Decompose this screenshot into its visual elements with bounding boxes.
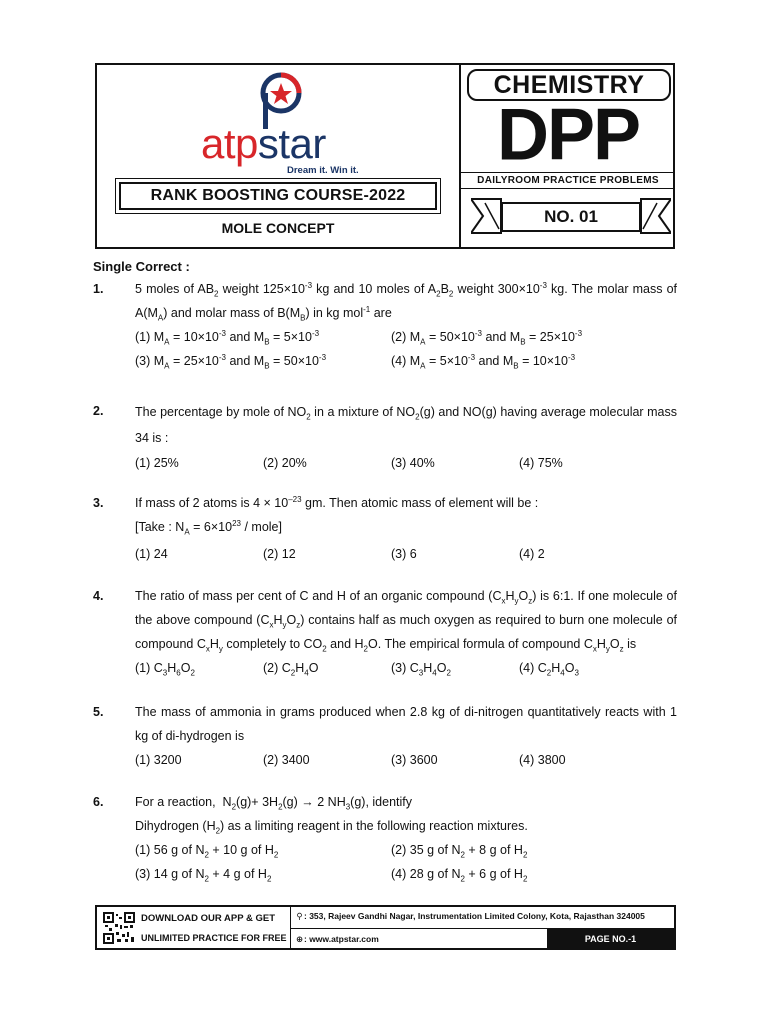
unlimited-practice-text: UNLIMITED PRACTICE FOR FREE xyxy=(141,933,287,943)
question-number: 4. xyxy=(93,589,104,603)
page-number: PAGE NO.-1 xyxy=(547,929,674,948)
brand-name: atpstar xyxy=(201,120,326,167)
question-list xyxy=(93,255,693,886)
question-1 xyxy=(93,277,693,373)
question-3 xyxy=(93,491,693,566)
dpp-number: NO. 01 xyxy=(501,202,641,232)
option: (3) 3600 xyxy=(391,753,438,767)
question-6 xyxy=(93,790,693,886)
option: (1) 56 g of $N_2 + 10$ g of $H_2$ xyxy=(135,843,279,860)
location-pin-icon: ⚲ xyxy=(296,911,303,921)
question-4 xyxy=(93,584,693,680)
course-title: RANK BOOSTING COURSE-2022 xyxy=(119,182,437,210)
option: (2) $M_A = 50\times 10^{-3}$ and $M_B = 25\times 10^{-3}$ xyxy=(391,328,583,347)
question-text: The mass of ammonia in grams produced when 2.8 kg of di-nitrogen quantitatively reacts with 1 kg of di-hydrogen is xyxy=(135,705,677,743)
option: (3) $M_A = 25\times 10^{-3}$ and $M_B = 50\times 10^{-3}$ xyxy=(135,352,327,371)
question-number: 2. xyxy=(93,404,104,418)
download-app-text: DOWNLOAD OUR APP & GET xyxy=(141,913,276,924)
question-text: The ratio of mass per cent of C and H of an organic compound $(C_xH_yO_z)$ is 6:1. If one molecule of the above compound $(C_xH_yO_z)$ contains half as much oxygen as required to burn one molecule of compound $C_xH_y$ completely to $CO_2$ and $H_2O$. The empirical formula of compound $C_xH_yO_z$ is xyxy=(135,589,678,654)
option: (4) $C_2H_4O_3$ xyxy=(519,661,579,678)
question-2 xyxy=(93,399,693,475)
website[interactable]: ⊕: www.atpstar.com xyxy=(295,934,379,944)
options xyxy=(135,748,677,772)
options xyxy=(135,542,677,566)
option: (2) 12 xyxy=(263,547,296,561)
question-text: For a reaction, $N_2(g)+ 3H_2(g) \to 2$ $NH_3(g)$, identify Dihydrogen $(H_2)$ as a limiting reagent in the following reaction mixtures. xyxy=(135,795,528,836)
tagline: Dream it. Win it. xyxy=(287,165,359,176)
options xyxy=(135,325,677,373)
option: (1) 24 xyxy=(135,547,168,561)
section-title: Single Correct : xyxy=(93,259,190,274)
option: (3) 40% xyxy=(391,456,435,470)
option: (1) $M_A = 10\times 10^{-3}$ and $M_B = 5\times 10^{-3}$ xyxy=(135,328,320,347)
option: (4) 3800 xyxy=(519,753,566,767)
question-number: 1. xyxy=(93,282,104,296)
options xyxy=(135,656,677,680)
dpp-header xyxy=(95,63,675,249)
option: (1) $C_3H_6O_2$ xyxy=(135,661,195,678)
question-text: The percentage by mole of $NO_2$ in a mixture of $NO_2(g)$ and NO(g) having average molecular mass 34 is : xyxy=(135,405,677,445)
option: (1) 3200 xyxy=(135,753,182,767)
address: ⚲: 353, Rajeev Gandhi Nagar, Instrumentation Limited Colony, Kota, Rajasthan 324005 xyxy=(296,911,645,921)
option: (3) $C_3H_4O_2$ xyxy=(391,661,451,678)
question-number: 6. xyxy=(93,795,104,809)
question-text: 5 moles of $AB_2$ weight $125\times 10^{-3}$ kg and 10 moles of $A_2B_2$ weight $300\times 10^{-3}$ kg. The molar mass of $A(M_A)$ and molar mass of $B(M_B)$ in kg mol$^{-1}$ are xyxy=(135,280,678,323)
options xyxy=(135,838,677,886)
option: (4) $M_A = 5\times 10^{-3}$ and $M_B = 10\times 10^{-3}$ xyxy=(391,352,576,371)
question-5 xyxy=(93,700,693,772)
subject-title: CHEMISTRY xyxy=(467,69,671,101)
globe-icon: ⊕ xyxy=(295,934,304,944)
option: (4) 2 xyxy=(519,547,545,561)
page-footer xyxy=(95,905,676,950)
dpp-subtitle: DAILYROOM PRACTICE PROBLEMS xyxy=(461,172,675,189)
option: (2) 20% xyxy=(263,456,307,470)
option: (3) 14 g of $N_2 + 4$ g of $H_2$ xyxy=(135,867,272,884)
topic-title: MOLE CONCEPT xyxy=(221,220,335,236)
option: (2) 3400 xyxy=(263,753,310,767)
option: (1) 25% xyxy=(135,456,179,470)
options xyxy=(135,451,677,475)
option: (4) 75% xyxy=(519,456,563,470)
question-number: 3. xyxy=(93,496,104,510)
question-text: If mass of 2 atoms is $4 \times 10^{-23}$ gm. Then atomic mass of element will be : [Take : $N_A = 6\times 10^{23}$ / mole] xyxy=(135,494,539,537)
option: (2) $C_2H_4O$ xyxy=(263,661,319,678)
dpp-title: DPP xyxy=(496,94,640,176)
qr-code-icon xyxy=(103,912,135,944)
question-number: 5. xyxy=(93,705,104,719)
option: (4) 28 g of $N_2 + 6$ g of $H_2$ xyxy=(391,867,528,884)
option: (2) 35 g of $N_2 + 8$ g of $H_2$ xyxy=(391,843,528,860)
logo xyxy=(97,65,459,183)
option: (3) 6 xyxy=(391,547,417,561)
